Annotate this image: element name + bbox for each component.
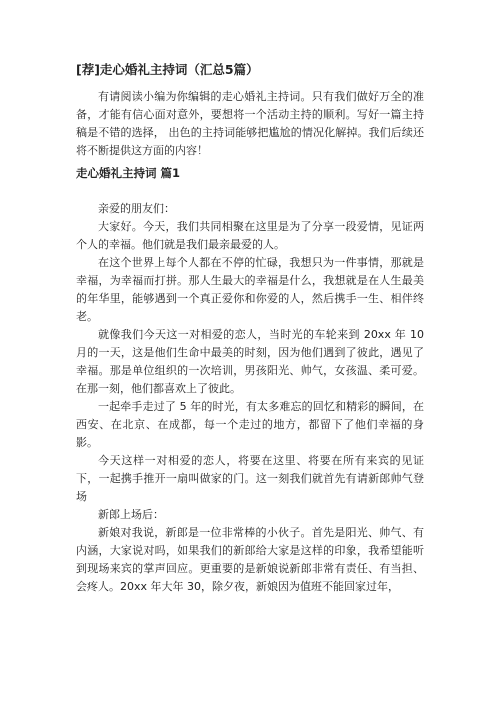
document-title: [荐]走心婚礼主持词（汇总5篇）: [76, 62, 259, 77]
body-paragraph: 新娘对我说，新郎是一位非常棒的小伙子。首先是阳光、帅气、有内涵，大家说对吗，如果我们的新郎给大家是这样的印象，我希望能听到现场来宾的掌声回应。更重要的是新娘说新郎非常有责任、有当担、会疼人。20xx 年大年 30，除夕夜，新娘因为值班不能回家过年，: [76, 526, 424, 593]
section-heading: 走心婚礼主持词 篇1: [76, 166, 181, 180]
body-paragraph: 大家好。今天，我们共同相聚在这里是为了分享一段爱情，见证两个人的幸福。他们就是我们最亲最爱的人。: [76, 220, 424, 251]
body-paragraph: 新郎上场后：: [98, 508, 164, 521]
intro-paragraph: 有请阅读小编为你编辑的走心婚礼主持词。只有我们做好万全的准备，才能有信心面对意外，要想将一个活动主持的顺利。写好一篇主持稿是不错的选择， 出色的主持词能够把尴尬的情况化解掉。我们后续还将不断提供这方面的内容！: [76, 90, 424, 157]
body-paragraph: 亲爱的朋友们：: [98, 202, 175, 215]
body-paragraph: 一起牵手走过了 5 年的时光，有太多难忘的回忆和精彩的瞬间，在西安、在北京、在成都，每一个走过的地方，都留下了他们幸福的身影。: [76, 400, 424, 449]
body-paragraph: 就像我们今天这一对相爱的恋人，当时光的车轮来到 20xx 年 10 月的一天，这是他们生命中最美的时刻，因为他们遇到了彼此，遇见了幸福。那是单位组织的一次培训，男孩阳光、帅气，女孩温、柔可爱。在那一刻，他们都喜欢上了彼此。: [76, 328, 424, 395]
body-paragraph: 今天这样一对相爱的恋人，将要在这里、将要在所有来宾的见证下，一起携手推开一扇叫做家的门。这一刻我们就首先有请新郎帅气登场: [76, 454, 424, 503]
body-paragraph: 在这个世界上每个人都在不停的忙碌，我想只为一件事情，那就是幸福，为幸福而打拼。那人生最大的幸福是什么，我想就是在人生最美的年华里，能够遇到一个真正爱你和你爱的人，然后携手一生、相伴终老。: [76, 256, 424, 323]
